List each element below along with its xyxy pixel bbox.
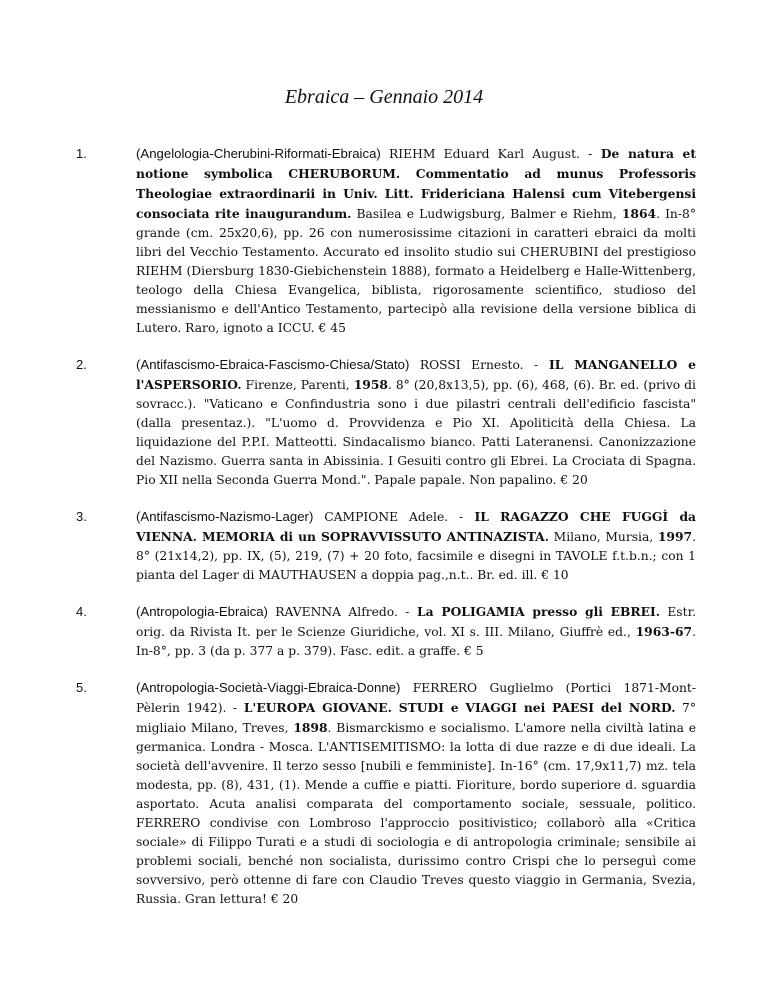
entry-publisher: Firenze, Parenti, xyxy=(241,378,354,392)
entry-description: . 8° (21x14,2), pp. IX, (5), 219, (7) + 20 foto, facsimile e disegni in TAVOLE f.t.b.n.; con 1 pianta del Lager di MAUTHAUSEN a doppia pag.,n.t.. Br. ed. ill. € 10 xyxy=(136,530,696,582)
entry-number: 4. xyxy=(76,604,87,619)
entry-text xyxy=(136,355,696,490)
entry-publisher: 7° migliaio Milano, Treves, xyxy=(136,701,696,735)
catalog-entries xyxy=(76,144,697,926)
entry-text xyxy=(136,602,696,661)
entry-title: IL MANGANELLO e l'ASPERSORIO. xyxy=(136,357,696,392)
catalog-entry xyxy=(76,355,696,490)
entry-number: 2. xyxy=(76,357,87,372)
entry-year: 1864 xyxy=(621,206,657,221)
catalog-entry xyxy=(76,602,697,661)
entry-year: 1963-67 xyxy=(635,624,693,639)
entry-author: RAVENNA Alfredo. - xyxy=(267,605,410,619)
entry-description: . Bismarckismo e socialismo. L'amore nella civiltà latina e germanica. Londra - Mosca. L'ANTISEMITISMO: la lotta di due razze e di due ideali. La società dell'avvenire. Il terzo sesso [nubili e femministe]. In-16° (cm. 17,9x11,7) mz. tela modesta, pp. (8), 431, (1). Mende a cuffie e piatti. Fioriture, bordo superiore d. sguardia asportato. Acuta analisi comparata del comportamento sociale, sessuale, politico. FERRERO condivise con Lombroso l'approccio positivistico; collaborò alla «Critica sociale» di Filippo Turati e a studi di sociologia e di antropologia criminale; sensibile ai problemi sociali, benché non socialista, durissimo contro Crispi che lo perseguì come sovversivo, però ottenne di fare con Claudio Treves questo viaggio in Germania, Svezia, Russia. Gran lettura! € 20 xyxy=(136,721,697,906)
entry-publisher: Basilea e Ludwigsburg, Balmer e Riehm, xyxy=(351,207,622,221)
catalog-entry xyxy=(76,144,696,338)
entry-category: (Angelologia-Cherubini-Riformati-Ebraica) xyxy=(136,146,381,161)
entry-category: (Antifascismo-Ebraica-Fascismo-Chiesa/Stato) xyxy=(136,357,410,372)
catalog-entry xyxy=(76,678,697,909)
entry-category: (Antropologia-Società-Viaggi-Ebraica-Donne) xyxy=(136,680,401,695)
entry-title: L'EUROPA GIOVANE. STUDI e VIAGGI nei PAESI del NORD. xyxy=(237,700,676,715)
entry-title: De natura et notione symbolica CHERUBORUM. Commentatio ad munus Professoris Theologiae extraordinarii in Univ. Litt. Fridericiana Halensi cum Vitebergensi consociata rite inaugurandum. xyxy=(136,146,696,221)
entry-title: La POLIGAMIA presso gli EBREI. xyxy=(409,604,661,619)
entry-publisher: Milano, Mursia, xyxy=(549,530,658,544)
entry-number: 1. xyxy=(76,146,87,161)
entry-category: (Antifascismo-Nazismo-Lager) xyxy=(136,509,314,524)
entry-description: . 8° (20,8x13,5), pp. (6), 468, (6). Br. ed. (privo di sovracc.). "Vaticano e Confindustria sono i due pilastri centrali dell'edificio fascista" (dalla presentaz.). "L'uomo d. Provvidenza e Pio XI. Apoliticità della Chiesa. La liquidazione del P.P.I. Matteotti. Sindacalismo bianco. Patti Lateranensi. Canonizzazione del Nazismo. Guerra santa in Abissinia. I Gesuiti contro gli Ebrei. La Crociata di Spagna. Pio XII nella Seconda Guerra Mond.". Papale papale. Non papalino. € 20 xyxy=(136,378,696,487)
entry-number: 3. xyxy=(76,509,87,524)
catalog-entry xyxy=(76,507,697,585)
entry-year: 1997 xyxy=(657,529,693,544)
page-title: Ebraica – Gennaio 2014 xyxy=(284,86,484,108)
entry-title: IL RAGAZZO CHE FUGGÌ da VIENNA. MEMORIA di un SOPRAVVISSUTO ANTINAZISTA. xyxy=(136,509,697,544)
entry-year: 1898 xyxy=(293,720,328,735)
entry-author: FERRERO Guglielmo (Portici 1871-Mont-Pèlerin 1942). - xyxy=(136,681,696,715)
entry-text xyxy=(136,507,696,585)
entry-publisher: Estr. orig. da Rivista It. per le Scienze Giuridiche, vol. XI s. III. Milano, Giuffrè ed., xyxy=(136,605,697,639)
entry-author: CAMPIONE Adele. - xyxy=(313,510,464,524)
entry-description: . In-8° grande (cm. 25x20,6), pp. 26 con numerosissime citazioni in caratteri ebraici da molti libri del Vecchio Testamento. Accurato ed insolito studio sui CHERUBINI del prestigioso RIEHM (Diersburg 1830-Giebichenstein 1888), formato a Heidelberg e Halle-Wittenberg, teologo della Chiesa Evangelica, biblista, rigorosamente scientifico, studioso del messianismo e dell'Antico Testamento, partecipò alla revisione della versione biblica di Lutero. Raro, ignoto a ICCU. € 45 xyxy=(136,207,696,335)
entry-author: ROSSI Ernesto. - xyxy=(409,358,539,372)
entry-author: RIEHM Eduard Karl August. - xyxy=(380,147,593,161)
entry-description: . In-8°, pp. 3 (da p. 377 a p. 379). Fasc. edit. a graffe. € 5 xyxy=(136,625,696,658)
entry-year: 1958 xyxy=(353,377,388,392)
entry-text xyxy=(136,678,696,909)
entry-category: (Antropologia-Ebraica) xyxy=(136,604,268,619)
entry-number: 5. xyxy=(76,680,87,695)
entry-text xyxy=(136,144,696,338)
